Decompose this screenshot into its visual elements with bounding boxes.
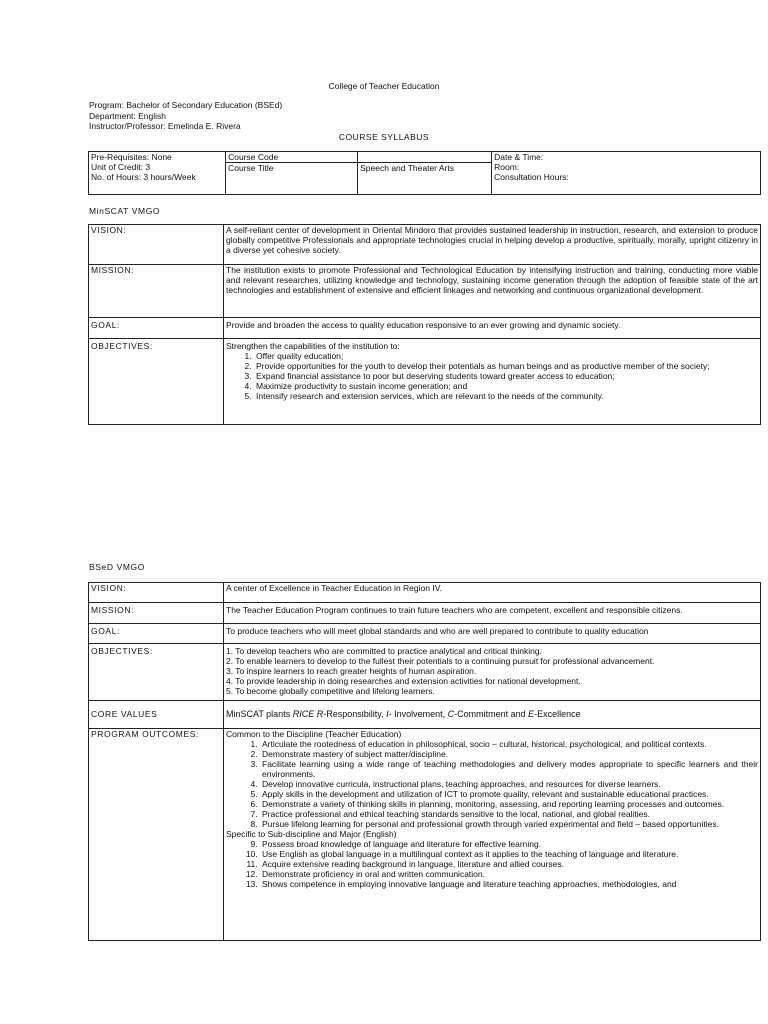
minscat-vision-label: VISION:: [89, 225, 224, 265]
outcomes-specific-list: [226, 839, 758, 889]
list-item: 6. Demonstrate a variety of thinking skills in planning, monitoring, assessing, and reporting learning processes and outcomes.: [260, 799, 758, 809]
list-item: 4. Develop innovative curricula, instructional plans, teaching approaches, and resources for diverse learners.: [260, 779, 758, 789]
bsed-vision: A center of Excellence in Teacher Education in Region IV.: [224, 583, 761, 603]
course-info-left: [89, 152, 226, 195]
core-values-involvement: - Involvement,: [388, 709, 448, 719]
course-info-right: [492, 152, 761, 195]
room: Room:: [494, 162, 520, 172]
date-time: Date & Time:: [494, 152, 544, 162]
bsed-objectives-label: OBJECTIVES:: [89, 644, 224, 701]
minscat-goal: Provide and broaden the access to quality education responsive to an ever growing and dynamic society.: [224, 318, 761, 339]
course-info-table: [88, 151, 761, 195]
course-title-value: Speech and Theater Arts: [358, 163, 492, 195]
hours: No. of Hours: 3 hours/Week: [91, 172, 196, 182]
list-item: 5. Intensify research and extension services, which are relevant to the needs of the community.: [254, 391, 758, 401]
bsed-objectives-cell: [224, 644, 761, 701]
bsed-goal: To produce teachers who will meet global standards and who are well prepared to contribute to quality education: [224, 624, 761, 644]
department-line: Department: English: [89, 111, 167, 121]
consultation-hours: Consultation Hours:: [494, 172, 569, 182]
unit-of-credit: Unit of Credit: 3: [91, 162, 151, 172]
list-item: 12. Demonstrate proficiency in oral and written communication.: [260, 869, 758, 879]
core-values-e: E: [528, 709, 535, 719]
list-item: 5. To become globally competitive and lifelong learners.: [226, 686, 435, 696]
minscat-objectives-intro: Strengthen the capabilities of the institution to:: [226, 341, 400, 351]
core-values-label: CORE VALUES: [89, 701, 224, 729]
core-values-responsibility: -Responsibility,: [323, 709, 387, 719]
list-item: 1. To develop teachers who are committed to practice analytical and critical thinking.: [226, 646, 542, 656]
core-values-commitment: -Commitment and: [454, 709, 529, 719]
core-values: [224, 701, 761, 729]
syllabus-title: COURSE SYLLABUS: [338, 132, 430, 142]
list-item: 2. Demonstrate mastery of subject matter/discipline.: [260, 749, 758, 759]
course-code-label: Course Code: [226, 152, 358, 163]
minscat-vmgo-table: [88, 224, 761, 425]
list-item: 10. Use English as global language in a multilingual context as it applies to the teaching of language and literature.: [260, 849, 758, 859]
list-item: 1. Offer quality education;: [254, 351, 758, 361]
bsed-heading: BSeD VMGO: [89, 562, 145, 572]
core-values-rice: RICE R: [292, 709, 324, 719]
bsed-mission: The Teacher Education Program continues to train future teachers who are competent, excellent and responsible citizens.: [224, 603, 761, 624]
program-outcomes-cell: [224, 729, 761, 941]
list-item: 8. Pursue lifelong learning for personal and professional growth through varied experimental and field – based opportunities.: [260, 819, 758, 829]
list-item: 4. Maximize productivity to sustain income generation; and: [254, 381, 758, 391]
list-item: 4. To provide leadership in doing researches and extension activities for national development.: [226, 676, 581, 686]
list-item: 7. Practice professional and ethical teaching standards sensitive to the local, national, and global realities.: [260, 809, 758, 819]
list-item: 9. Possess broad knowledge of language and literature for effective learning.: [260, 839, 758, 849]
list-item: 2. To enable learners to develop to the fullest their potentials to a continuing pursuit for professional advancement.: [226, 656, 655, 666]
bsed-goal-label: GOAL:: [89, 624, 224, 644]
minscat-objectives-cell: [224, 339, 761, 425]
minscat-mission-label: MISSION:: [89, 265, 224, 318]
minscat-mission: The institution exists to promote Professional and Technological Education by intensifying instruction and training, conducting more viable and relevant researches, utilizing knowledge and technology, sustaining income generation through the adoption of feasible state of the art technologies and establishment of extensive and efficient linkages and networking and continuous organizational development.: [224, 265, 761, 318]
bsed-vision-label: VISION:: [89, 583, 224, 603]
list-item: 3. Facilitate learning using a wide range of teaching methodologies and delivery modes appropriate to specific learners and their environments.: [260, 759, 758, 779]
minscat-goal-label: GOAL:: [89, 318, 224, 339]
outcomes-specific-heading: Specific to Sub-discipline and Major (English): [226, 829, 397, 839]
list-item: 2. Provide opportunities for the youth to develop their potentials as human beings and as productive member of the society;: [254, 361, 758, 371]
course-code-value: [358, 152, 492, 163]
list-item: 13. Shows competence in employing innovative language and literature teaching approaches, methodologies, and: [260, 879, 758, 889]
bsed-vmgo-table: [88, 582, 761, 941]
core-values-c: C: [447, 709, 455, 719]
core-values-i: I: [386, 709, 389, 719]
bsed-mission-label: MISSION:: [89, 603, 224, 624]
list-item: 3. Expand financial assistance to poor but deserving students toward greater access to education;: [254, 371, 758, 381]
minscat-objectives-list: [226, 351, 758, 401]
list-item: 3. To inspire learners to reach greater heights of human aspiration.: [226, 666, 477, 676]
outcomes-common-heading: Common to the Discipline (Teacher Education): [226, 729, 402, 739]
college-name: College of Teacher Education: [328, 81, 440, 91]
outcomes-common-list: [226, 739, 758, 829]
minscat-heading: MinSCAT VMGO: [89, 206, 161, 216]
prerequisites: Pre-Requisites: None: [91, 152, 172, 162]
program-line: Program: Bachelor of Secondary Education (BSEd): [89, 100, 283, 110]
minscat-objectives-label: OBJECTIVES:: [89, 339, 224, 425]
list-item: 1. Articulate the rootedness of education in philosophical, socio – cultural, historical, psychological, and political contexts.: [260, 739, 758, 749]
core-values-excellence: -Excellence: [534, 709, 581, 719]
program-outcomes-label: PROGRAM OUTCOMES:: [89, 729, 224, 941]
list-item: 5. Apply skills in the development and utilization of ICT to promote quality, relevant and sustainable educational practices.: [260, 789, 758, 799]
course-title-label: Course Title: [226, 163, 358, 195]
list-item: 11. Acquire extensive reading background in language, literature and allied courses.: [260, 859, 758, 869]
core-values-prefix: MinSCAT plants: [226, 709, 293, 719]
instructor-line: Instructor/Professor: Emelinda E. Rivera: [89, 121, 241, 131]
minscat-vision: A self-reliant center of development in Oriental Mindoro that provides sustained leadership in instruction, research, and extension to produce globally competitive Professionals and appropriate technologies crucial in helping develop a productive, spiritually, morally, upright citizenry in a diverse yet cohesive society.: [224, 225, 761, 265]
